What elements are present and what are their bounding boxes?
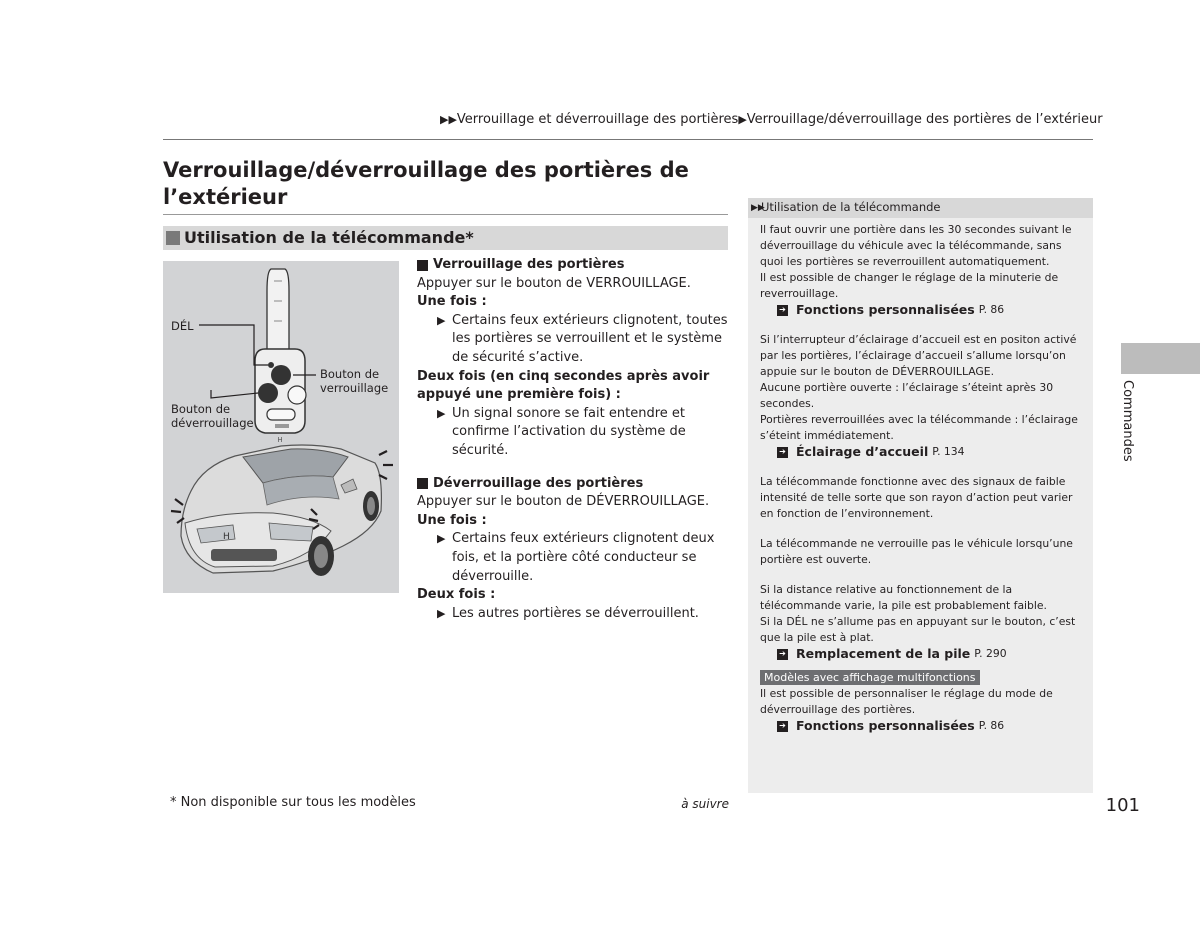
arrow-icon: ▶ <box>437 532 446 546</box>
unlocking-twice-label: Deux fois : <box>417 587 496 603</box>
car-brand: H <box>223 532 230 542</box>
ref-courtesy-lighting[interactable] <box>760 444 1085 460</box>
arrow-icon: ▶ <box>738 113 747 126</box>
note-arrow-icon: ▶▶ <box>751 203 765 213</box>
arrow-icon: ▶ <box>437 313 446 327</box>
sidebar-paragraph: La télécommande ne verrouille pas le véhicule lorsqu’une portière est ouverte. <box>760 537 1073 566</box>
chapter-tab-label[interactable]: Commandes <box>1120 380 1135 462</box>
page-ref-icon: ➔ <box>777 721 788 732</box>
page-ref-icon: ➔ <box>777 305 788 316</box>
continued-label: à suivre <box>681 797 729 811</box>
arrow-icon: ▶ <box>437 606 446 620</box>
ref-custom-functions-2[interactable] <box>760 718 1085 734</box>
sidebar-paragraph: Aucune portière ouverte : l’éclairage s’éteint après 30 secondes. <box>760 381 1054 410</box>
lock-button-label: Bouton de verrouillage <box>320 367 389 395</box>
square-bullet-icon <box>417 478 428 489</box>
page-ref-icon: ➔ <box>777 447 788 458</box>
locking-once-text: Certains feux extérieurs clignotent, toutes les portières se verrouillent et le système de sécurité s’active. <box>452 312 728 365</box>
breadcrumb-part-1[interactable]: Verrouillage et déverrouillage des portières <box>456 112 739 127</box>
sidebar-paragraph: Il est possible de personnaliser le réglage du mode de déverrouillage des portières. <box>760 687 1053 716</box>
sidebar-paragraph: La télécommande fonctionne avec des signaux de faible intensité de telle sorte que son rayon d’action peut varier en fonction de l’environnement. <box>760 475 1073 520</box>
breadcrumb-part-2[interactable]: Verrouillage/déverrouillage des portières de l’extérieur <box>746 112 1103 127</box>
notes-sidebar <box>748 198 1093 793</box>
sidebar-paragraph: Si l’interrupteur d’éclairage d’accueil est en positon activé par les portières, l’éclairage d’accueil s’allume lorsqu’on appuie sur le bouton de DÉVERROUILLAGE. <box>760 333 1077 378</box>
unlock-button-label: Bouton de déverrouillage <box>171 402 254 430</box>
locking-twice-text: Un signal sonore se fait entendre et confirme l’activation du système de sécurité. <box>452 405 686 458</box>
sidebar-paragraph: Portières reverrouillées avec la télécommande : l’éclairage s’éteint immédiatement. <box>760 413 1078 442</box>
locking-heading-text: Verrouillage des portières <box>433 257 625 272</box>
ref-label[interactable]: Éclairage d’accueil <box>796 444 929 459</box>
footnote: * Non disponible sur tous les modèles <box>170 795 416 810</box>
locking-once-label: Une fois : <box>417 294 487 310</box>
sidebar-header <box>748 198 1093 218</box>
key-and-car-illustration <box>163 261 399 593</box>
model-tag: Modèles avec affichage multifonctions <box>760 670 980 685</box>
led-label: DÉL <box>171 319 194 333</box>
locking-twice-label: Deux fois (en cinq secondes après avoir appuyé une première fois) : <box>417 368 710 403</box>
section-title: Utilisation de la télécommande* <box>184 228 474 247</box>
locking-once-item <box>417 312 729 368</box>
ref-battery-replacement[interactable] <box>760 646 1085 662</box>
double-arrow-icon: ▶▶ <box>440 113 457 126</box>
ref-page[interactable]: P. 290 <box>974 647 1007 660</box>
arrow-icon: ▶ <box>437 406 446 420</box>
unlocking-intro: Appuyer sur le bouton de DÉVERROUILLAGE. <box>417 494 710 510</box>
page-number: 101 <box>1105 795 1140 816</box>
ref-label[interactable]: Fonctions personnalisées <box>796 302 975 317</box>
ref-page[interactable]: P. 134 <box>932 445 965 458</box>
car-drawing <box>181 445 381 576</box>
unlocking-once-label: Une fois : <box>417 512 487 528</box>
sidebar-paragraph: Il faut ouvrir une portière dans les 30 secondes suivant le déverrouillage du véhicule avec la télécommande, sans quoi les portières se reverrouillent automatiquement. <box>760 223 1072 268</box>
ref-label[interactable]: Fonctions personnalisées <box>796 718 975 733</box>
unlocking-heading <box>417 475 729 494</box>
ref-custom-functions[interactable] <box>760 302 1085 318</box>
unlocking-twice-item <box>417 605 729 624</box>
key-brand: H <box>277 436 283 444</box>
page-ref-icon: ➔ <box>777 649 788 660</box>
ref-label[interactable]: Remplacement de la pile <box>796 646 971 661</box>
header-rule <box>163 139 1093 140</box>
section-square-icon <box>166 231 180 245</box>
sidebar-heading: Utilisation de la télécommande <box>761 200 941 214</box>
sidebar-paragraph: Il est possible de changer le réglage de la minuterie de reverrouillage. <box>760 271 1059 300</box>
sidebar-body <box>760 222 1085 734</box>
main-content <box>417 256 729 623</box>
chapter-tab[interactable] <box>1121 343 1200 374</box>
sidebar-paragraph: Si la DÉL ne s’allume pas en appuyant sur le bouton, c’est que la pile est à plat. <box>760 615 1076 644</box>
locking-twice-item <box>417 405 729 461</box>
square-bullet-icon <box>417 260 428 271</box>
locking-heading <box>417 256 729 275</box>
section-header <box>163 226 728 250</box>
sidebar-paragraph: Si la distance relative au fonctionnement de la télécommande varie, la pile est probablement faible. <box>760 583 1047 612</box>
ref-page[interactable]: P. 86 <box>978 303 1005 316</box>
title-rule <box>163 214 728 215</box>
unlocking-heading-text: Déverrouillage des portières <box>433 475 644 491</box>
locking-intro: Appuyer sur le bouton de VERROUILLAGE. <box>417 275 691 291</box>
unlocking-once-text: Certains feux extérieurs clignotent deux fois, et la portière côté conducteur se déverrouille. <box>452 531 715 584</box>
unlocking-once-item <box>417 530 729 586</box>
page-title: Verrouillage/déverrouillage des portières de l’extérieur <box>163 158 689 209</box>
breadcrumb <box>440 112 1103 127</box>
unlocking-twice-text: Les autres portières se déverrouillent. <box>452 605 699 621</box>
ref-page[interactable]: P. 86 <box>978 719 1005 732</box>
